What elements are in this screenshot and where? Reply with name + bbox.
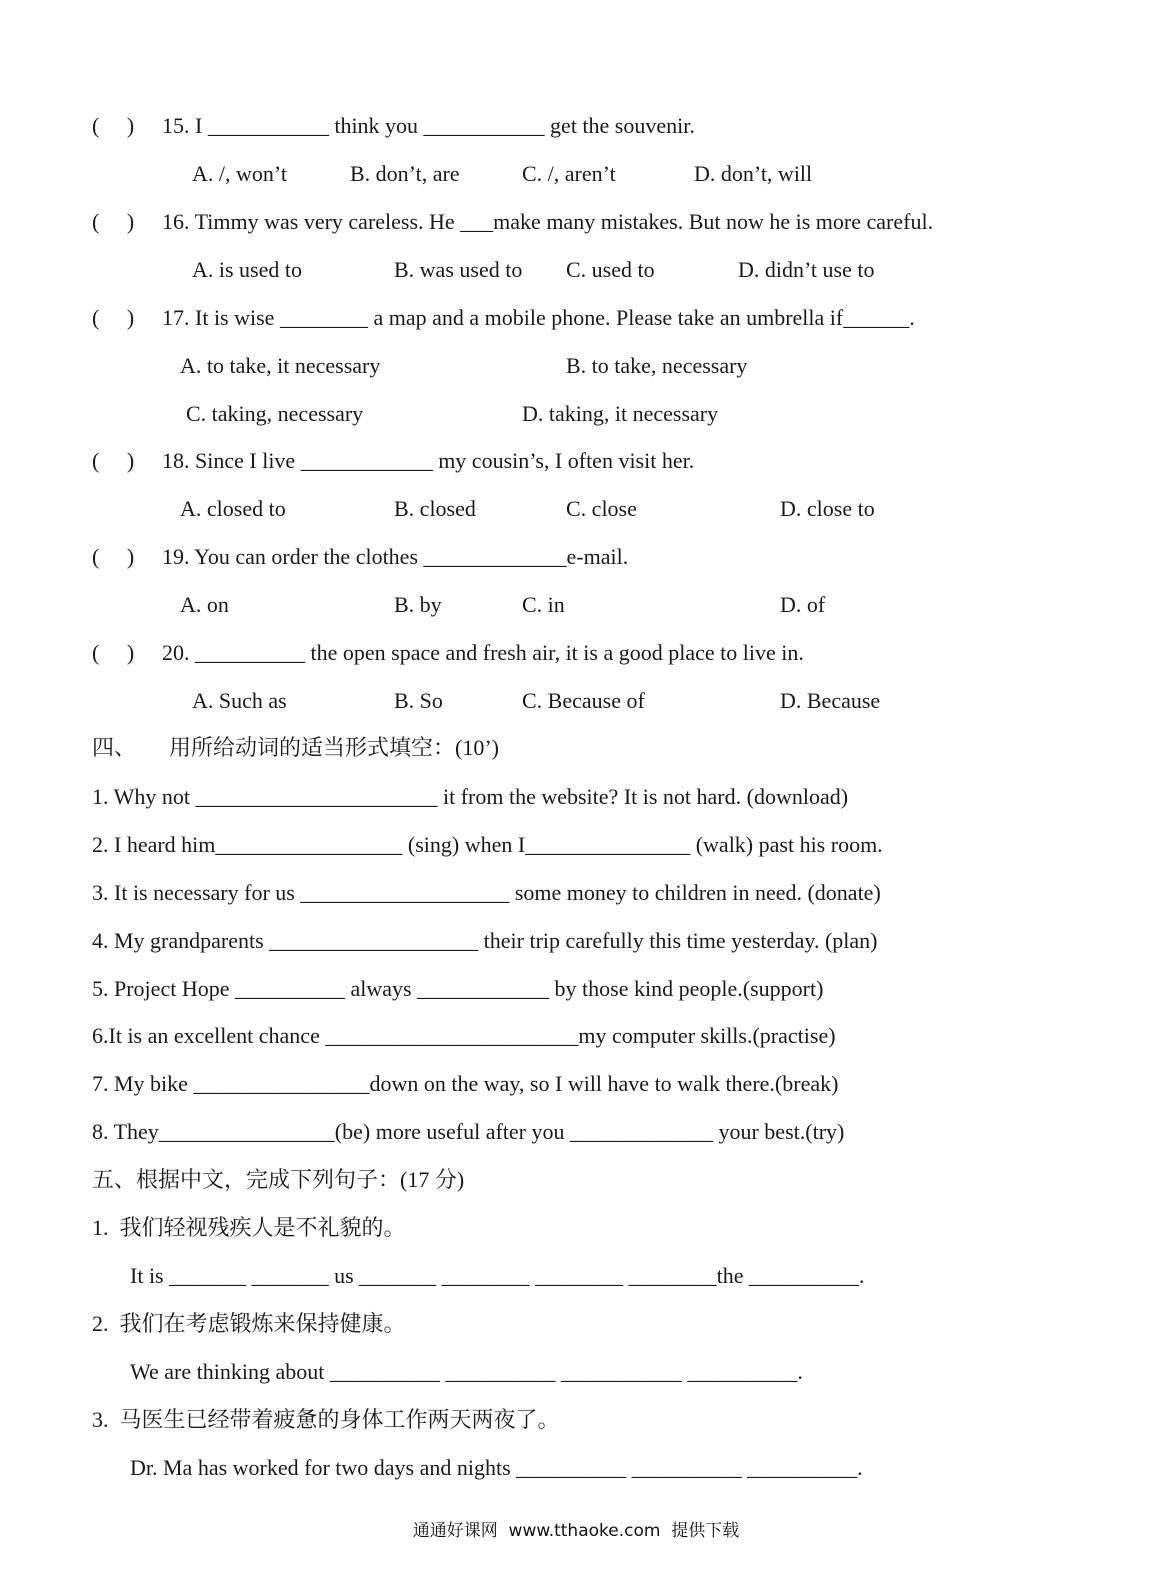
answer-paren: ( ) [92, 209, 135, 234]
answer-paren: ( ) [92, 544, 135, 569]
option-a: A. to take, it necessary [180, 353, 381, 378]
option-d: D. of [780, 592, 826, 617]
fill-item-8: 8. They________________(be) more useful after you _____________ your best.(try) [92, 1119, 845, 1144]
option-a: A. closed to [180, 496, 286, 521]
question-stem: 19. You can order the clothes _____________e-mail. [162, 544, 629, 569]
option-d: D. Because [780, 688, 881, 713]
question-stem: 18. Since I live ____________ my cousin’s, I often visit her. [162, 448, 695, 473]
answer-paren: ( ) [92, 448, 135, 473]
translate-item-2-chinese: 2. 我们在考虑锻炼来保持健康。 [92, 1311, 406, 1336]
option-c: C. Because of [522, 688, 645, 713]
option-b: B. was used to [394, 257, 523, 282]
fill-item-2: 2. I heard him_________________ (sing) when I_______________ (walk) past his room. [92, 832, 883, 857]
option-a: A. on [180, 592, 229, 617]
option-d: D. close to [780, 496, 875, 521]
option-b: B. don’t, are [350, 161, 460, 186]
fill-item-4: 4. My grandparents ___________________ their trip carefully this time yesterday. (plan) [92, 928, 878, 953]
question-stem: 20. __________ the open space and fresh air, it is a good place to live in. [162, 640, 804, 665]
page-footer: 通通好课网 www.tthaoke.com 提供下载 [412, 1521, 740, 1541]
answer-paren: ( ) [92, 113, 135, 138]
option-b: B. closed [394, 496, 476, 521]
translate-item-3-chinese: 3. 马医生已经带着疲惫的身体工作两天两夜了。 [92, 1407, 560, 1432]
question-stem: 15. I ___________ think you ___________ get the souvenir. [162, 113, 695, 138]
option-c: C. /, aren’t [522, 161, 616, 186]
answer-paren: ( ) [92, 640, 135, 665]
option-b: B. So [394, 688, 443, 713]
option-a: A. is used to [192, 257, 302, 282]
fill-item-5: 5. Project Hope __________ always ____________ by those kind people.(support) [92, 976, 824, 1001]
fill-item-1: 1. Why not ______________________ it from the website? It is not hard. (download) [92, 784, 849, 809]
section-5-title: 五、根据中文，完成下列句子：(17 分) [92, 1167, 465, 1192]
option-a: A. Such as [192, 688, 287, 713]
fill-item-6: 6.It is an excellent chance _______________________my computer skills.(practise) [92, 1023, 836, 1048]
option-c: C. used to [566, 257, 655, 282]
option-d: D. taking, it necessary [522, 401, 719, 426]
section-4-title: 四、 用所给动词的适当形式填空：(10’) [92, 735, 499, 760]
option-b: B. to take, necessary [566, 353, 748, 378]
fill-item-7: 7. My bike ________________down on the way, so I will have to walk there.(break) [92, 1071, 839, 1096]
answer-paren: ( ) [92, 305, 135, 330]
option-c: C. taking, necessary [186, 401, 364, 426]
option-c: C. in [522, 592, 565, 617]
translate-item-1-english: It is _______ _______ us _______ ________ ________ ________the __________. [130, 1263, 865, 1288]
translate-item-3-english: Dr. Ma has worked for two days and nights __________ __________ __________. [130, 1455, 863, 1480]
question-stem: 16. Timmy was very careless. He ___make many mistakes. But now he is more careful. [162, 209, 934, 234]
translate-item-1-chinese: 1. 我们轻视残疾人是不礼貌的。 [92, 1215, 406, 1240]
translate-item-2-english: We are thinking about __________ __________ ___________ __________. [130, 1359, 803, 1384]
question-stem: 17. It is wise ________ a map and a mobile phone. Please take an umbrella if______. [162, 305, 915, 330]
option-d: D. didn’t use to [738, 257, 875, 282]
fill-item-3: 3. It is necessary for us ___________________ some money to children in need. (donate) [92, 880, 881, 905]
option-d: D. don’t, will [694, 161, 813, 186]
option-c: C. close [566, 496, 637, 521]
option-a: A. /, won’t [192, 161, 287, 186]
option-b: B. by [394, 592, 442, 617]
